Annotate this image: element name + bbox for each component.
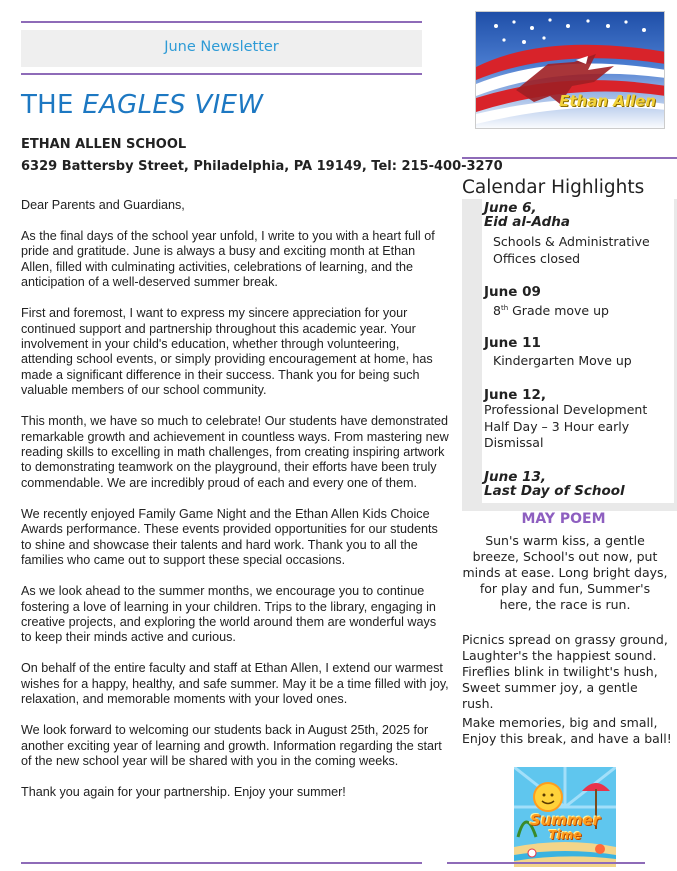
calendar-item — [484, 201, 665, 267]
title-emphasis: EAGLES VIEW — [82, 90, 264, 120]
calendar-desc: Schools & Administrative Offices closed — [493, 234, 650, 266]
summer-time-image — [514, 767, 616, 867]
poem-stanza: Picnics spread on grassy ground, Laughter's the happiest sound. Fireflies blink in twilight's hush, Sweet summer joy, a gentle rush. — [462, 632, 668, 711]
school-name: ETHAN ALLEN SCHOOL — [21, 137, 187, 152]
calendar-item — [484, 470, 625, 498]
calendar-event: Last Day of School — [484, 483, 625, 499]
letter-paragraph: On behalf of the entire faculty and staff at Ethan Allen, I extend our warmest wishes for a happy, healthy, and safe summer. May it be a time filled with joy, relaxation, and memorable moments with your loved ones. — [21, 661, 449, 707]
calendar-date: June 09 — [484, 284, 541, 300]
sidebar-divider — [462, 157, 677, 159]
calendar-desc: Kindergarten Move up — [493, 353, 632, 368]
summer-word: Summer — [529, 811, 601, 829]
poem-stanza: Make memories, big and small, Enjoy this break, and have a ball! — [462, 715, 672, 746]
bottom-divider-left — [21, 862, 422, 864]
ordinal-number: 8 — [493, 303, 501, 319]
letter-paragraph: As the final days of the school year unfold, I write to you with a heart full of pride and gratitude. June is always a busy and exciting month at Ethan Allen, filled with culminating activities, celebrations of learning, and the anticipation of a well-deserved summer break. — [21, 229, 435, 290]
logo-text: Ethan Allen — [559, 92, 656, 110]
banner-divider — [21, 73, 422, 75]
calendar-date: June 6, — [484, 200, 537, 216]
letter-paragraph: Thank you again for your partnership. Enjoy your summer! — [21, 784, 346, 799]
bottom-divider-right — [447, 862, 645, 864]
letter-paragraph: We look forward to welcoming our students back in August 25th, 2025 for another exciting year of learning and growth. Information regarding the start of the new school year will be shared with you in the coming weeks. — [21, 723, 442, 768]
letter-greeting: Dear Parents and Guardians, — [21, 198, 185, 212]
calendar-item — [484, 336, 632, 370]
calendar-desc-line — [484, 300, 609, 320]
calendar-item — [484, 388, 659, 452]
letter-paragraph: As we look ahead to the summer months, we encourage you to continue fostering a love of learning in your children. Trips to the library, engaging in creative projects, and exploring the world around them are wonderful ways to keep their minds active and curious. — [21, 584, 437, 645]
calendar-title: Calendar Highlights — [462, 177, 645, 198]
calendar-list — [482, 199, 674, 503]
title-prefix: THE — [21, 90, 74, 120]
calendar-date: June 11 — [484, 335, 541, 351]
calendar-desc: Grade move up — [512, 303, 609, 319]
newsletter-banner: June Newsletter — [21, 30, 422, 67]
calendar-date: June 12, — [484, 387, 547, 403]
school-logo — [475, 11, 665, 129]
letter-paragraph: This month, we have so much to celebrate! Our students have demonstrated remarkable growth and achievement in countless ways. From mastering new reading skills to excelling in math challenges, from creating inspiring artwork to demonstrating teamwork on the playground, their efforts have been truly commendable. We are incredibly proud of each and every one of them. — [21, 414, 449, 490]
newsletter-title — [21, 90, 263, 120]
calendar-event: Eid al-Adha — [484, 214, 570, 230]
summer-time-text — [514, 813, 616, 843]
time-word: Time — [548, 828, 582, 842]
calendar-desc: Professional Development Half Day – 3 Hour early Dismissal — [484, 402, 648, 450]
flag-eagle-graphic — [476, 12, 665, 129]
top-divider — [21, 21, 422, 23]
calendar-item — [484, 285, 609, 320]
poem-title: MAY POEM — [521, 511, 606, 527]
ordinal-suffix: th — [500, 304, 509, 312]
school-address: 6329 Battersby Street, Philadelphia, PA 19149, Tel: 215-400-3270 — [21, 159, 503, 174]
letter-paragraph: First and foremost, I want to express my sincere appreciation for your continued support and partnership throughout this academic year. Your involvement in your child's education, whether through volunteering, attending school events, or simply providing encouragement at home, has made a significant difference in their success. Thank you for being such valuable members of our school community. — [21, 306, 433, 398]
principal-letter — [21, 198, 449, 816]
letter-paragraph: We recently enjoyed Family Game Night and the Ethan Allen Kids Choice Awards performance. These events provided opportunities for our students to shine and showcase their talents and hard work. Thank you to all the families who came out to support these special occasions. — [21, 506, 438, 568]
poem-stanza: Sun's warm kiss, a gentle breeze, School's out now, put minds at ease. Long bright days, for play and fun, Summer's here, the race is run. — [462, 533, 668, 612]
calendar-date: June 13, — [484, 469, 547, 485]
